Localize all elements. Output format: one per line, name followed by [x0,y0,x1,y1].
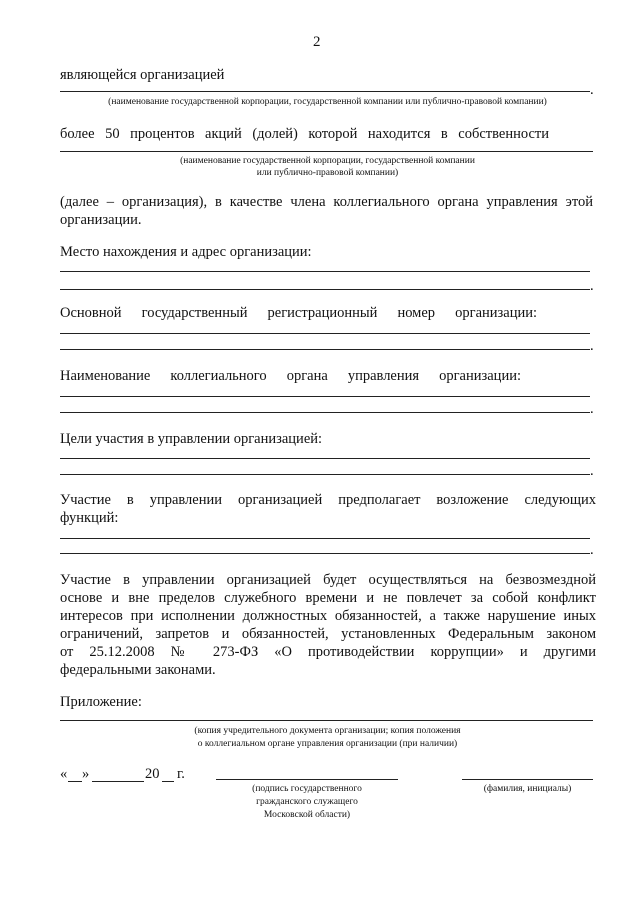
collegial-body-label: Наименование коллегиального органа управления организации: [60,368,521,384]
functions-label-line-1: Участие в управлении организацией предполагает возложение следующих [60,492,596,508]
conditions-line-4: ограничений, запретов и обязанностей, установленных Федеральным законом [60,626,596,642]
appendix-caption-line-2: о коллегиальном органе управления организации (при наличии) [197,739,458,749]
corporation-name-line-1-end: . [590,82,594,98]
shares-text: более 50 процентов акций (долей) которой находится в собственности [60,126,549,142]
signature-caption-line-2: гражданского служащего [256,797,358,807]
ogrn-line-2[interactable] [60,349,590,350]
organization-intro-text: являющейся организацией [60,67,225,83]
goals-label: Цели участия в управлении организацией: [60,431,323,447]
ogrn-line-1[interactable] [60,333,590,334]
goals-line-1[interactable] [60,458,590,459]
signature-caption-line-3: Московской области) [263,810,351,820]
location-line-2[interactable] [60,289,590,290]
location-line-2-end: . [590,278,594,294]
conditions-line-5: от 25.12.2008 № 273-ФЗ «О противодействии коррупции» и другими [60,644,596,660]
goals-line-2[interactable] [60,474,590,475]
appendix-label: Приложение: [60,694,142,710]
date-year-suffix: г. [177,766,185,782]
conditions-line-1: Участие в управлении организацией будет осуществляться на безвозмездной [60,572,596,588]
page-number: 2 [313,34,321,50]
goals-line-2-end: . [590,463,594,479]
signature-caption-line-1: (подпись государственного [252,784,362,794]
functions-line-1[interactable] [60,538,590,539]
name-caption: (фамилия, инициалы) [483,784,572,794]
collegial-body-line-2[interactable] [60,412,590,413]
date-open-quote: « [60,766,68,782]
date-year-prefix: 20 [145,766,160,782]
signature-line[interactable] [216,779,398,780]
conditions-line-6: федеральными законами. [60,662,216,678]
ogrn-label: Основной государственный регистрационный номер организации: [60,305,537,321]
corporation-name-line-1[interactable] [60,91,590,92]
appendix-caption-line-1: (копия учредительного документа организации; копия положения [194,726,461,736]
owner-caption-line-1: (наименование государственной корпорации, государственной компании [180,156,475,166]
paragraph-organization-line-1: (далее – организация), в качестве члена коллегиального органа управления этой [60,194,593,210]
conditions-line-3: интересов при исполнении должностных обязанностей, а также нарушение иных [60,608,596,624]
date-month-line[interactable] [92,781,144,782]
collegial-body-line-2-end: . [590,401,594,417]
functions-label-line-2: функций: [60,510,119,526]
appendix-line[interactable] [60,720,593,721]
ogrn-line-2-end: . [590,338,594,354]
collegial-body-line-1[interactable] [60,396,590,397]
location-line-1[interactable] [60,271,590,272]
functions-line-2-end: . [590,542,594,558]
corporation-name-caption: (наименование государственной корпорации, государственной компании или публично-правовой компании) [108,97,547,107]
date-close-quote: » [82,766,90,782]
name-line[interactable] [462,779,593,780]
owner-name-line[interactable] [60,151,593,152]
owner-caption-line-2: или публично-правовой компании) [256,168,399,178]
date-day-line[interactable] [68,781,82,782]
location-label: Место нахождения и адрес организации: [60,244,312,260]
paragraph-organization-line-2: организации. [60,212,142,228]
functions-line-2[interactable] [60,553,590,554]
date-year-line[interactable] [162,781,174,782]
conditions-line-2: основе и вне пределов служебного времени и не повлечет за собой конфликт [60,590,596,606]
